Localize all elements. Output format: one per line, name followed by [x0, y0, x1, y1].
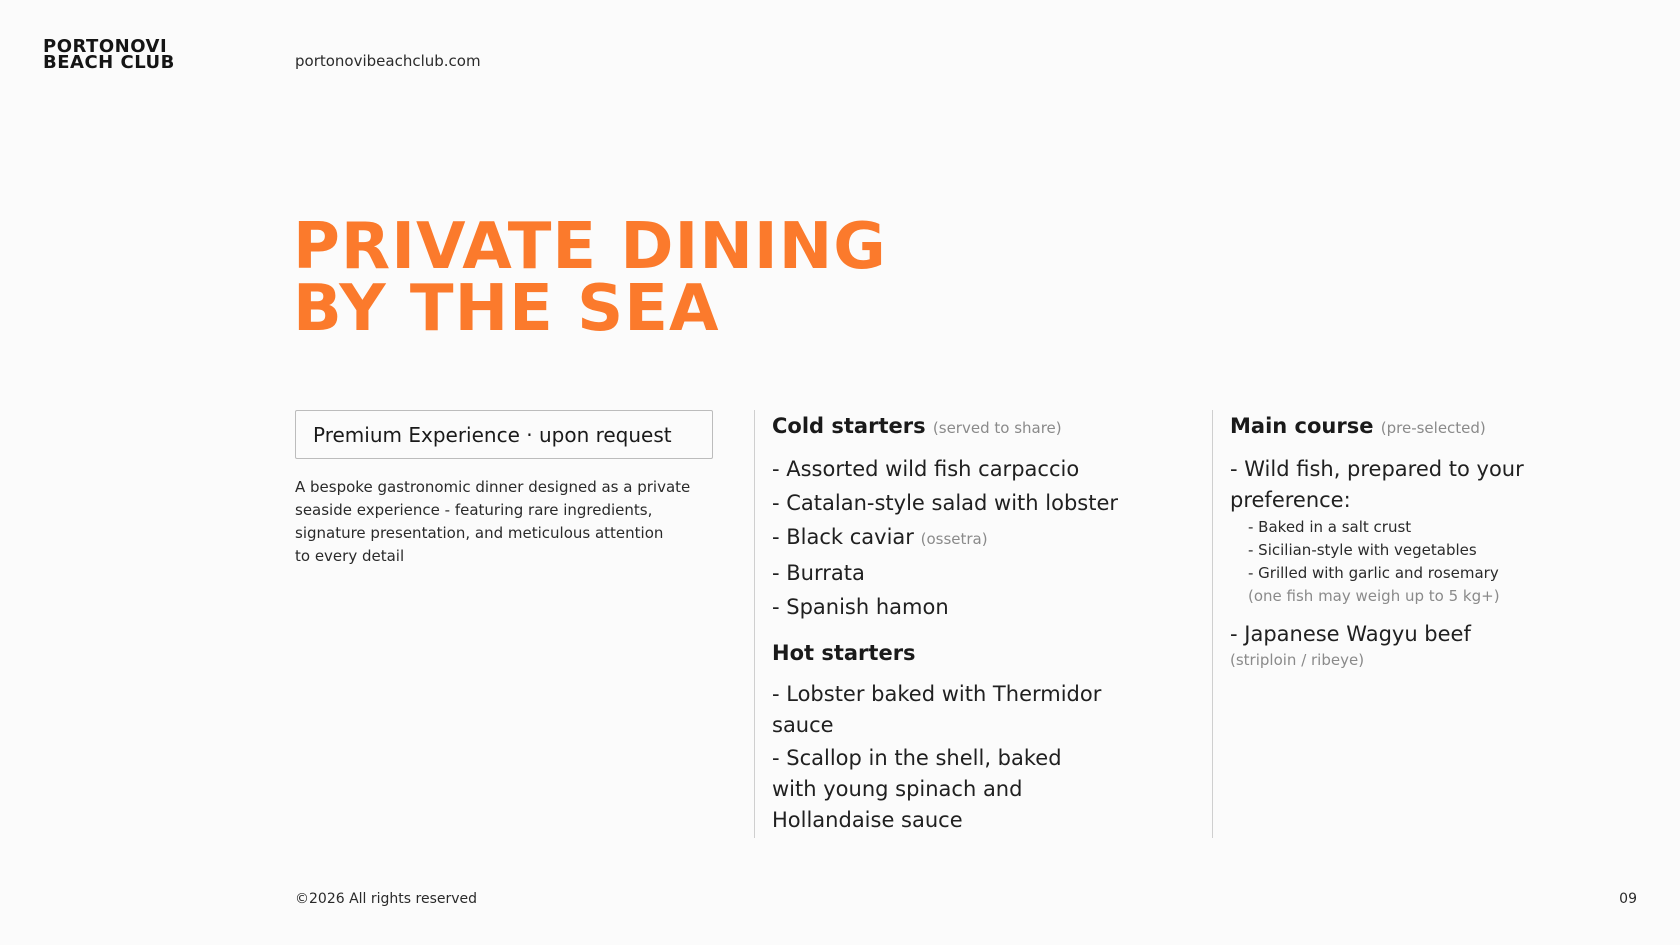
- menu-item-note: (ossetra): [920, 530, 988, 548]
- cold-starters-title: Cold starters: [772, 414, 926, 438]
- fish-option: - Grilled with garlic and rosemary: [1248, 564, 1499, 582]
- menu-item: - Japanese Wagyu beef: [1230, 622, 1471, 646]
- menu-item: [772, 679, 1192, 741]
- menu-item: [772, 522, 1192, 555]
- wagyu-note: (striploin / ribeye): [1230, 651, 1365, 669]
- menu-item-text: - Spanish hamon: [772, 595, 949, 619]
- page-number: 09: [1619, 891, 1637, 907]
- title-line-2: BY THE SEA: [293, 272, 720, 346]
- copyright: ©2026 All rights reserved: [295, 891, 478, 907]
- menu-item: [772, 558, 1192, 589]
- main-course-heading: [1230, 412, 1610, 442]
- menu-item-text: - Black caviar: [772, 525, 914, 549]
- main-course-column: [1230, 412, 1610, 670]
- menu-item: [772, 454, 1192, 485]
- column-divider: [754, 410, 755, 838]
- menu-item-line: Hollandaise sauce: [772, 808, 963, 832]
- brand-logo: [43, 36, 175, 73]
- menu-item-line: with young spinach and: [772, 777, 1023, 801]
- main-course-note: (pre-selected): [1380, 419, 1486, 437]
- menu-item-line: sauce: [772, 713, 834, 737]
- intro-text: [295, 476, 715, 568]
- main-course-title: Main course: [1230, 414, 1374, 438]
- column-divider: [1212, 410, 1213, 838]
- intro-line: signature presentation, and meticulous attention: [295, 524, 664, 542]
- page-title: [293, 210, 887, 346]
- menu-item-text: - Catalan-style salad with lobster: [772, 491, 1118, 515]
- site-url[interactable]: portonovibeachclub.com: [295, 52, 481, 70]
- menu-item-text: - Burrata: [772, 561, 865, 585]
- menu-item-line: - Lobster baked with Thermidor: [772, 682, 1102, 706]
- fish-option: - Baked in a salt crust: [1248, 518, 1412, 536]
- menu-item-line: preference:: [1230, 488, 1351, 512]
- intro-line: to every detail: [295, 547, 405, 565]
- brand-line-2: BEACH CLUB: [43, 52, 175, 73]
- cold-starters-heading: [772, 412, 1192, 442]
- menu-item: [772, 488, 1192, 519]
- title-line-1: PRIVATE DINING: [293, 210, 887, 284]
- menu-item-line: - Scallop in the shell, baked: [772, 746, 1062, 770]
- fish-weight-note: (one fish may weigh up to 5 kg+): [1248, 587, 1500, 605]
- starters-column: [772, 412, 1192, 836]
- intro-line: seaside experience - featuring rare ingredients,: [295, 501, 653, 519]
- menu-item: [772, 743, 1192, 836]
- intro-line: A bespoke gastronomic dinner designed as a private: [295, 478, 691, 496]
- premium-experience-label: Premium Experience · upon request: [295, 410, 713, 459]
- fish-option: - Sicilian-style with vegetables: [1248, 541, 1477, 559]
- brand-line-1: PORTONOVI: [43, 36, 168, 57]
- menu-item-text: - Assorted wild fish carpaccio: [772, 457, 1080, 481]
- menu-item: [772, 592, 1192, 623]
- hot-starters-heading: Hot starters: [772, 641, 916, 665]
- menu-item-line: - Wild fish, prepared to your: [1230, 457, 1524, 481]
- cold-starters-note: (served to share): [932, 419, 1062, 437]
